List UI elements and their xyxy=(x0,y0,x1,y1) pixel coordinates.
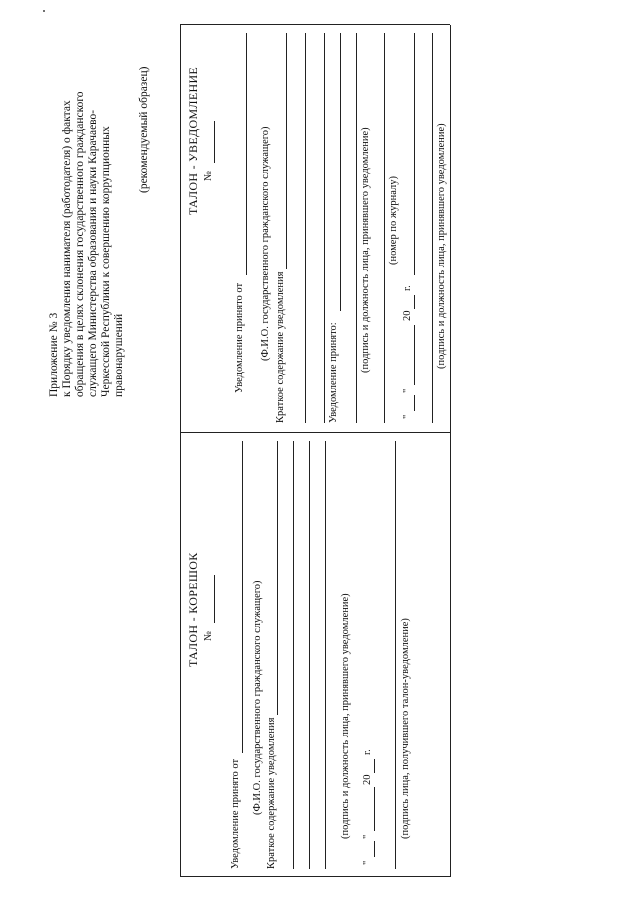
ticket-journal-caption: (номер по журналу) xyxy=(388,176,399,265)
header-line-6: правонарушений xyxy=(113,313,125,397)
stub-receiver-line xyxy=(395,441,396,869)
stub-date-year: 20 xyxy=(362,774,373,785)
ticket-date-quote-close: " xyxy=(402,388,413,393)
ticket-summary-line-3 xyxy=(324,33,325,423)
stub-date-quote-close: " xyxy=(362,834,373,839)
stub-receiver-caption: (подпись лица, получившего талон-уведомление) xyxy=(400,618,411,839)
ticket-date-suffix: г. xyxy=(402,285,413,291)
frame-left-border xyxy=(180,876,450,877)
ticket-received-from-label: Уведомление принято от xyxy=(234,282,245,393)
frame-divider xyxy=(180,432,450,433)
ticket-title: ТАЛОН - УВЕДОМЛЕНИЕ xyxy=(186,66,200,215)
stub-received-from-line xyxy=(242,441,243,753)
ticket-date-rest-line xyxy=(414,33,415,275)
ticket-received-from-line xyxy=(246,33,247,275)
stub-title: ТАЛОН - КОРЕШОК xyxy=(186,552,200,667)
ticket-signature-line xyxy=(356,33,357,423)
ticket-date-year-line xyxy=(414,295,415,309)
frame-top-border xyxy=(180,25,181,877)
stub-summary-line-3 xyxy=(309,441,310,869)
header-line-5: Черкесской Республики к совершению коррупционных xyxy=(100,126,112,397)
ticket-number-line xyxy=(214,121,215,163)
stub-fio-caption: (Ф.И.О. государственного гражданского служащего) xyxy=(252,580,263,815)
recommended-sample-note: (рекомендуемый образец) xyxy=(138,66,150,193)
ticket-fio-caption: (Ф.И.О. государственного гражданского служащего) xyxy=(260,126,271,361)
ticket-signature-caption: (подпись и должность лица, принявшего уведомление) xyxy=(360,127,371,373)
ticket-number-label: № xyxy=(203,170,214,181)
stub-summary-label: Краткое содержание уведомления xyxy=(266,717,277,869)
ticket-date-month-line xyxy=(414,325,415,385)
ticket-accepted-label: Уведомление принято: xyxy=(328,322,339,423)
ticket-summary-line-2 xyxy=(305,33,306,423)
header-line-2: к Порядку уведомления нанимателя (работодателя) о фактах xyxy=(61,100,73,397)
header-line-appendix: Приложение № 3 xyxy=(48,312,60,397)
ticket-summary-line-1 xyxy=(286,33,287,269)
stub-summary-line-4 xyxy=(325,441,326,869)
header-line-3: обращения в целях склонения государственного гражданского xyxy=(74,91,86,397)
ticket-journal-line xyxy=(384,33,385,423)
stub-summary-line-1 xyxy=(277,441,278,715)
ticket-date-quote-open: " xyxy=(402,414,413,419)
frame-right-border xyxy=(180,24,450,25)
ticket-summary-label: Краткое содержание уведомления xyxy=(275,271,286,423)
stub-summary-line-2 xyxy=(293,441,294,869)
stub-date-month-line xyxy=(374,787,375,831)
ticket-final-caption: (подпись и должность лица, принявшего уведомление) xyxy=(436,123,447,369)
stub-number-label: № xyxy=(203,630,214,641)
stub-date-day-line xyxy=(374,841,375,857)
stub-date-suffix: г. xyxy=(362,749,373,755)
ticket-date-day-line xyxy=(414,395,415,411)
stub-date-year-line xyxy=(374,759,375,773)
frame-bottom-border xyxy=(450,25,451,877)
stub-signature-caption: (подпись и должность лица, принявшего уведомление) xyxy=(340,593,351,839)
stub-date-quote-open: " xyxy=(362,860,373,865)
ticket-accepted-line xyxy=(340,33,341,311)
ticket-date-year: 20 xyxy=(402,310,413,321)
header-line-4: служащего Министерства образования и науки Карачаево- xyxy=(87,109,99,397)
stub-number-line xyxy=(214,575,215,623)
ticket-final-line xyxy=(432,33,433,423)
stub-received-from-label: Уведомление принято от xyxy=(230,758,241,869)
